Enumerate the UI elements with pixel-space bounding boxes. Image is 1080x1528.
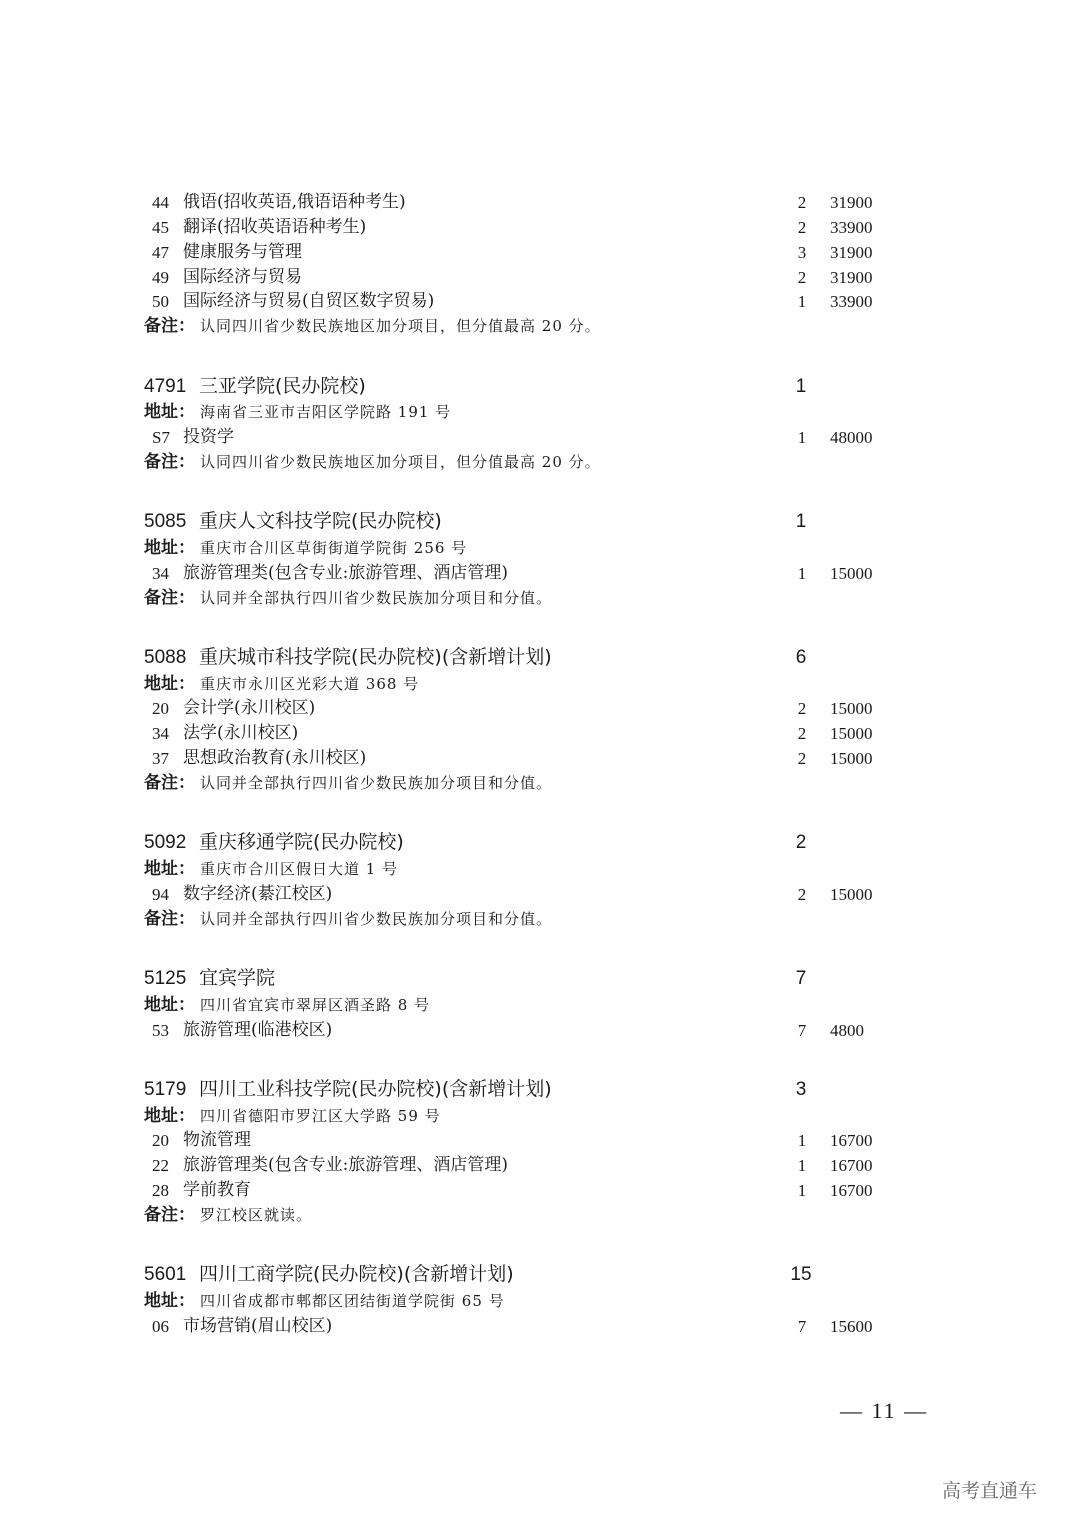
major-code: S7 [152, 428, 170, 447]
major-fee: 33900 [830, 218, 873, 237]
school-count: 15 [790, 1264, 812, 1285]
address-label: 地址： [144, 402, 195, 422]
major-name: 旅游管理类(包含专业:旅游管理、酒店管理) [183, 1155, 508, 1175]
major-count: 2 [797, 724, 807, 743]
note-row [0, 771, 1080, 796]
major-code: 50 [152, 292, 169, 311]
major-code: 94 [152, 885, 169, 904]
major-code: 28 [152, 1181, 169, 1200]
note-row [0, 1203, 1080, 1228]
major-fee: 31900 [830, 268, 873, 287]
note-text: 罗江校区就读。 [200, 1206, 313, 1224]
school-header [0, 966, 1080, 991]
major-name: 会计学(永川校区) [183, 698, 316, 718]
major-row [0, 190, 1080, 215]
school-header [0, 374, 1080, 399]
major-name: 市场营销(眉山校区) [183, 1316, 333, 1336]
school-header [0, 1262, 1080, 1287]
address-row [0, 400, 1080, 425]
major-name: 旅游管理类(包含专业:旅游管理、酒店管理) [183, 563, 508, 583]
major-name: 国际经济与贸易(自贸区数字贸易) [183, 291, 435, 311]
major-code: 44 [152, 193, 169, 212]
school-name: 宜宾学院 [199, 967, 276, 989]
major-row [0, 425, 1080, 450]
major-name: 投资学 [183, 427, 234, 447]
major-count: 1 [797, 1181, 807, 1200]
address-label: 地址： [144, 538, 195, 558]
note-text: 认同并全部执行四川省少数民族加分项目和分值。 [200, 589, 553, 607]
major-count: 1 [797, 1131, 807, 1150]
major-row [0, 746, 1080, 771]
major-code: 20 [152, 699, 169, 718]
major-fee: 48000 [830, 428, 873, 447]
major-count: 2 [797, 749, 807, 768]
major-fee: 15000 [830, 724, 873, 743]
major-name: 健康服务与管理 [183, 242, 302, 262]
note-label: 备注： [144, 316, 195, 336]
major-count: 1 [797, 1156, 807, 1175]
address-text: 重庆市合川区假日大道 1 号 [200, 860, 399, 878]
major-code: 47 [152, 243, 169, 262]
note-row [0, 586, 1080, 611]
school-header [0, 830, 1080, 855]
major-count: 2 [797, 885, 807, 904]
note-row [0, 314, 1080, 339]
school-count: 1 [795, 376, 807, 397]
major-name: 翻译(招收英语语种考生) [183, 217, 367, 237]
school-code: 5092 [144, 832, 187, 853]
note-label: 备注： [144, 452, 195, 472]
school-name: 重庆人文科技学院(民办院校) [199, 510, 442, 532]
major-fee: 16700 [830, 1131, 873, 1150]
major-code: 49 [152, 268, 169, 287]
address-text: 四川省成都市郫都区团结街道学院街 65 号 [200, 1292, 505, 1310]
major-name: 物流管理 [183, 1130, 251, 1150]
address-text: 重庆市永川区光彩大道 368 号 [200, 675, 420, 693]
major-code: 34 [152, 724, 169, 743]
major-fee: 15000 [830, 564, 873, 583]
major-code: 45 [152, 218, 169, 237]
major-code: 37 [152, 749, 169, 768]
major-fee: 15000 [830, 749, 873, 768]
major-name: 法学(永川校区) [183, 723, 299, 743]
note-row [0, 450, 1080, 475]
major-row [0, 265, 1080, 290]
major-row [0, 1153, 1080, 1178]
address-row [0, 1104, 1080, 1129]
note-label: 备注： [144, 1205, 195, 1225]
major-count: 7 [797, 1317, 807, 1336]
major-name: 俄语(招收英语,俄语语种考生) [183, 192, 406, 212]
page-number: — 11 — [840, 1398, 929, 1423]
school-count: 6 [795, 647, 807, 668]
address-row [0, 993, 1080, 1018]
major-fee: 15000 [830, 885, 873, 904]
major-count: 1 [797, 564, 807, 583]
major-row [0, 696, 1080, 721]
school-name: 四川工业科技学院(民办院校)(含新增计划) [199, 1078, 552, 1100]
school-header [0, 1077, 1080, 1102]
note-text: 认同并全部执行四川省少数民族加分项目和分值。 [200, 774, 553, 792]
major-row [0, 1018, 1080, 1043]
major-count: 7 [797, 1021, 807, 1040]
school-name: 三亚学院(民办院校) [199, 375, 366, 397]
major-name: 国际经济与贸易 [183, 267, 302, 287]
major-fee: 31900 [830, 243, 873, 262]
major-fee: 16700 [830, 1156, 873, 1175]
address-label: 地址： [144, 674, 195, 694]
major-name: 学前教育 [183, 1180, 251, 1200]
major-count: 2 [797, 193, 807, 212]
address-text: 重庆市合川区草街街道学院街 256 号 [200, 539, 468, 557]
major-fee: 15600 [830, 1317, 873, 1336]
major-row [0, 721, 1080, 746]
school-name: 重庆城市科技学院(民办院校)(含新增计划) [199, 646, 552, 668]
address-label: 地址： [144, 1106, 195, 1126]
school-name: 重庆移通学院(民办院校) [199, 831, 404, 853]
major-name: 思想政治教育(永川校区) [183, 748, 367, 768]
school-code: 5085 [144, 511, 187, 532]
school-code: 5088 [144, 647, 187, 668]
major-code: 06 [152, 1317, 169, 1336]
note-label: 备注： [144, 773, 195, 793]
major-row [0, 882, 1080, 907]
major-fee: 4800 [830, 1021, 864, 1040]
major-code: 53 [152, 1021, 169, 1040]
address-text: 四川省德阳市罗江区大学路 59 号 [200, 1107, 441, 1125]
address-row [0, 536, 1080, 561]
major-row [0, 1314, 1080, 1339]
school-header [0, 645, 1080, 670]
major-row [0, 1128, 1080, 1153]
address-text: 海南省三亚市吉阳区学院路 191 号 [200, 403, 452, 421]
school-code: 5179 [144, 1079, 187, 1100]
major-row [0, 1178, 1080, 1203]
address-text: 四川省宜宾市翠屏区酒圣路 8 号 [200, 996, 431, 1014]
address-row [0, 1289, 1080, 1314]
major-fee: 16700 [830, 1181, 873, 1200]
address-label: 地址： [144, 1291, 195, 1311]
note-label: 备注： [144, 909, 195, 929]
major-row [0, 289, 1080, 314]
school-header [0, 509, 1080, 534]
note-text: 认同四川省少数民族地区加分项目，但分值最高 20 分。 [200, 317, 601, 335]
major-name: 数字经济(綦江校区) [183, 884, 333, 904]
major-code: 20 [152, 1131, 169, 1150]
major-row [0, 561, 1080, 586]
note-row [0, 907, 1080, 932]
major-count: 2 [797, 218, 807, 237]
major-fee: 33900 [830, 292, 873, 311]
major-row [0, 215, 1080, 240]
address-label: 地址： [144, 859, 195, 879]
major-name: 旅游管理(临港校区) [183, 1020, 333, 1040]
major-code: 34 [152, 564, 169, 583]
school-count: 7 [795, 968, 807, 989]
address-row [0, 672, 1080, 697]
major-fee: 15000 [830, 699, 873, 718]
address-label: 地址： [144, 995, 195, 1015]
school-count: 2 [795, 832, 807, 853]
school-code: 4791 [144, 376, 187, 397]
note-text: 认同四川省少数民族地区加分项目，但分值最高 20 分。 [200, 453, 601, 471]
school-count: 1 [795, 511, 807, 532]
school-name: 四川工商学院(民办院校)(含新增计划) [199, 1263, 514, 1285]
major-row [0, 240, 1080, 265]
major-fee: 31900 [830, 193, 873, 212]
major-count: 3 [797, 243, 807, 262]
school-code: 5601 [144, 1264, 187, 1285]
major-count: 1 [797, 292, 807, 311]
note-text: 认同并全部执行四川省少数民族加分项目和分值。 [200, 910, 553, 928]
watermark: 高考直通车 [942, 1480, 1038, 1502]
major-count: 2 [797, 699, 807, 718]
school-code: 5125 [144, 968, 187, 989]
major-count: 2 [797, 268, 807, 287]
major-count: 1 [797, 428, 807, 447]
address-row [0, 857, 1080, 882]
major-code: 22 [152, 1156, 169, 1175]
school-count: 3 [795, 1079, 807, 1100]
note-label: 备注： [144, 588, 195, 608]
